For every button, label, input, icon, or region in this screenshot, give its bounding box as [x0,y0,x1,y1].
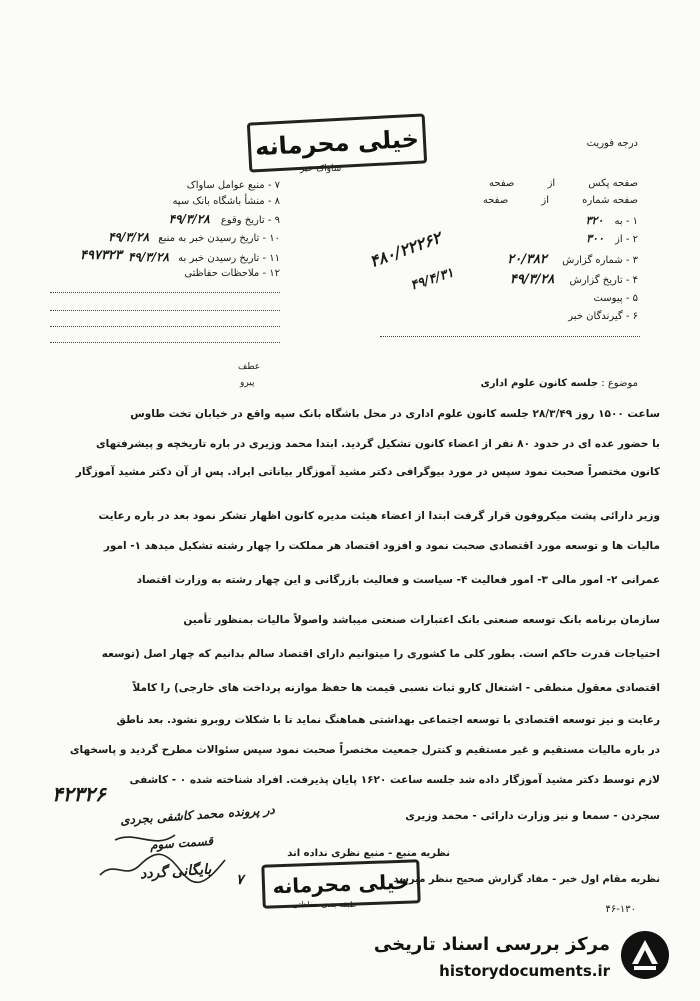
form-code: ۴۶-۱۳۰ [605,904,636,915]
under-stamp-text: ساواک خیر [300,164,342,174]
handwritten-registration-number: ۴۸۰/۲۲۲۶۲ [367,227,444,272]
priority-label: درجه فوریت [586,138,638,149]
body-line: عمرانی ۲- امور مالی ۳- امور فعالیت ۴- سیاست و فعالیت بازرگانی و این چهار رشته به وزارت اقتصاد [136,574,660,586]
right-field-report-number: ۳ - شماره گزارش ۲۰/۳۸۲ [507,252,638,267]
body-line: ساعت ۱۵۰۰ روز ۲۸/۳/۴۹ جلسه کانون علوم اداری در محل باشگاه بانک سپه واقع در خیابان تخت طاوس [130,408,660,420]
archive-logo-icon [618,928,672,982]
dotted-line [50,310,280,311]
subject-line: موضوع : جلسه کانون علوم اداری [480,378,638,389]
body-line: اقتصادی معقول منطقی - اشتغال کارو ثبات نسبی قیمت ها حفظ موازنه پرداخت های خارجی) را کاملاً [132,682,660,694]
handwritten-left-number: ۴۹۷۳۲۳ [80,248,122,263]
handwritten-note: بایگانی گردد [139,861,212,883]
right-field-to: ۱ - به ۳۲۰ [585,214,638,227]
handwritten-registration-date: ۴۹/۴/۳۱ [408,265,456,294]
dotted-line [380,336,640,337]
archive-watermark [372,926,672,986]
source-opinion-note: نظریه منبع - منبع نظری نداده اند [287,848,450,859]
left-field-9: ۹ - تاریخ وقوع ۴۹/۳/۲۸ [168,212,280,226]
right-field-pages: صفحه پکس از صفحه [489,178,638,189]
right-field-attachment: ۵ - پیوست [593,293,638,304]
classification-stamp-top: خیلی محرمانه [247,113,427,172]
right-field-recipients: ۶ - گیرندگان خبر [568,311,638,322]
body-line: لازم توسط دکتر مشید آموزگار داده شد جلسه ساعت ۱۶۲۰ پایان پذیرفت. افراد شناخته شده ۰ - کاشفی [129,774,660,786]
body-line: در باره مالیات مستقیم و غیر مستقیم و کنترل جمعیت مختصراً صحبت نمود سپس سئوالات مطرح گردید و پاسخهای [69,744,660,756]
right-field-page-number: صفحه شماره از صفحه [482,195,638,206]
dotted-line [50,292,280,293]
body-line: رعایت و نیز توسعه اقتصادی با توسعه اجتماعی بهداشتی هماهنگ نماید تا با شکلات روبرو نشود. بعد ناطق [116,714,660,726]
handwritten-note: در پرونده محمد کاشفی بجردی [119,802,276,828]
watermark-url: historydocuments.ir [439,962,610,980]
body-line: سجردن - سمعا و نیز وزارت دارائی - محمد وزیری [405,810,660,822]
classification-stamp-bottom: خیلی محرمانه [261,859,420,908]
right-field-from: ۲ - از ۳۰۰ [586,232,638,245]
reference-label: عطف [238,362,261,372]
stamp-caption: طبقه بندی حفاظتی [292,900,357,909]
right-field-report-date: ۴ - تاریخ گزارش ۴۹/۳/۲۸ [509,272,638,287]
left-field-12: ۱۲ - ملاحظات حفاظتی [184,268,280,279]
dotted-line [50,326,280,327]
handwritten-note: قسمت سوم [149,833,214,853]
first-authority-opinion-note: نظریه مقام اول خبر - مفاد گزارش صحیح بنظر میرسد [393,874,660,885]
body-line: وزیر دارائی پشت میکروفون قرار گرفت ابتدا از اعضاء هیئت مدیره کانون اظهار تشکر نمود بعد در باره رعایت [98,510,660,522]
handwritten-file-number: ۴۲۳۲۶ [52,782,106,806]
body-line: سازمان برنامه بانک توسعه صنعتی بانک اعتبارات صنعتی میباشد واصولاً مالیات بمنظور تأمین [183,614,660,626]
body-line: احتیاجات قدرت حاکم است. بطور کلی ما کشوری را میتوانیم دارای اقتصاد سالم بدانیم که چهار اصل (توسعه [101,648,660,660]
signature-scribble [95,820,245,890]
left-field-8: ۸ - منشأ باشگاه بانک سپه [172,196,280,207]
body-line: کانون مختصراً صحبت نمود سپس در مورد بیوگرافی دکتر مشید آموزگار بیاناتی ایراد. پس از آن دکتر مشید آموزگار [75,466,660,478]
dotted-line [50,342,280,343]
follow-up-label: پیرو [240,378,255,388]
watermark-title: مرکز بررسی اسناد تاریخی [373,934,610,955]
left-field-7: ۷ - منبع عوامل ساواک [186,180,280,191]
body-line: مالیات ها و توسعه مورد اقتصادی صحبت نمود و افزود اقتصاد هر مملکت را چهار رشته تشکیل میدهد ۱- امور [103,540,660,552]
body-line: با حضور عده ای در حدود ۸۰ نفر از اعضاء کانون تشکیل گردید. ابتدا محمد وزیری در باره تاریخچه و پیشرفتهای [96,438,660,450]
handwritten-seven: ۷ [236,872,244,888]
left-field-11: ۱۱ - تاریخ رسیدن خبر به ۴۹/۳/۲۸ [127,250,280,264]
left-field-10: ۱۰ - تاریخ رسیدن خبر به منبع ۴۹/۳/۲۸ [108,230,280,244]
